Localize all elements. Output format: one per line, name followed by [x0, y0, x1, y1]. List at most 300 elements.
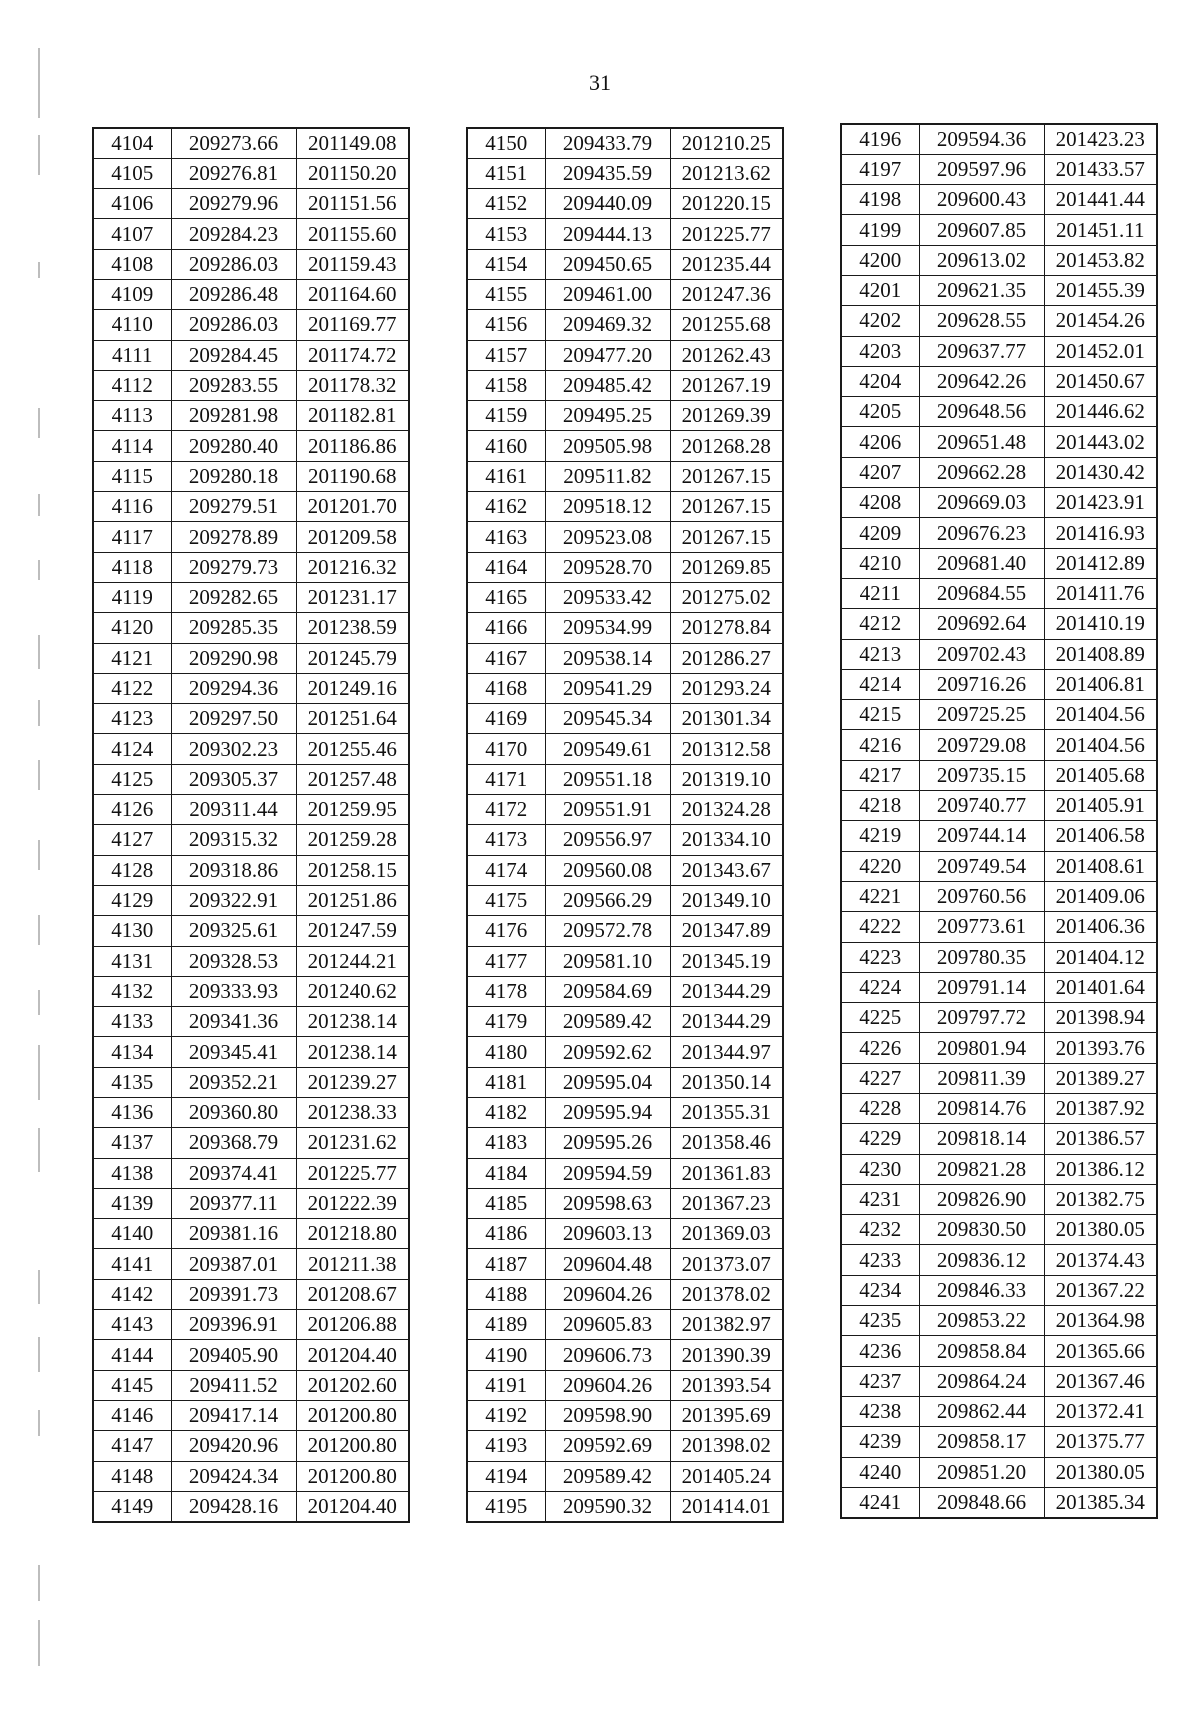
x-coordinate-cell: 209604.26 — [545, 1279, 670, 1309]
y-coordinate-cell: 201155.60 — [296, 219, 409, 249]
table-row — [841, 457, 1157, 487]
y-coordinate-cell: 201395.69 — [670, 1400, 783, 1430]
x-coordinate-cell: 209684.55 — [919, 578, 1044, 608]
table-row — [841, 1427, 1157, 1457]
x-coordinate-cell: 209282.65 — [171, 582, 296, 612]
point-number-cell: 4193 — [467, 1431, 545, 1461]
table-row — [467, 855, 783, 885]
table-row — [841, 972, 1157, 1002]
x-coordinate-cell: 209435.59 — [545, 158, 670, 188]
point-number-cell: 4121 — [93, 643, 171, 673]
table-row — [467, 673, 783, 703]
x-coordinate-cell: 209581.10 — [545, 946, 670, 976]
point-number-cell: 4215 — [841, 700, 919, 730]
margin-mark — [38, 1337, 40, 1372]
point-number-cell: 4154 — [467, 249, 545, 279]
y-coordinate-cell: 201344.29 — [670, 1007, 783, 1037]
point-number-cell: 4108 — [93, 249, 171, 279]
point-number-cell: 4202 — [841, 306, 919, 336]
y-coordinate-cell: 201405.24 — [670, 1461, 783, 1491]
x-coordinate-cell: 209584.69 — [545, 976, 670, 1006]
table-row — [467, 279, 783, 309]
table-row — [93, 522, 409, 552]
point-number-cell: 4167 — [467, 643, 545, 673]
point-number-cell: 4166 — [467, 613, 545, 643]
point-number-cell: 4237 — [841, 1366, 919, 1396]
table-row — [93, 1188, 409, 1218]
table-row — [841, 912, 1157, 942]
point-number-cell: 4105 — [93, 158, 171, 188]
y-coordinate-cell: 201211.38 — [296, 1249, 409, 1279]
table-row — [93, 1037, 409, 1067]
x-coordinate-cell: 209572.78 — [545, 916, 670, 946]
y-coordinate-cell: 201380.05 — [1044, 1215, 1157, 1245]
x-coordinate-cell: 209450.65 — [545, 249, 670, 279]
x-coordinate-cell: 209821.28 — [919, 1154, 1044, 1184]
table-row — [93, 613, 409, 643]
table-row — [467, 643, 783, 673]
point-number-cell: 4180 — [467, 1037, 545, 1067]
table-row — [841, 669, 1157, 699]
x-coordinate-cell: 209648.56 — [919, 397, 1044, 427]
y-coordinate-cell: 201385.34 — [1044, 1487, 1157, 1517]
table-row — [467, 340, 783, 370]
x-coordinate-cell: 209273.66 — [171, 128, 296, 158]
point-number-cell: 4147 — [93, 1431, 171, 1461]
point-number-cell: 4231 — [841, 1184, 919, 1214]
margin-mark — [38, 840, 40, 870]
x-coordinate-cell: 209444.13 — [545, 219, 670, 249]
table-row — [93, 1128, 409, 1158]
margin-mark — [38, 990, 40, 1015]
table-row — [93, 1400, 409, 1430]
y-coordinate-cell: 201433.57 — [1044, 154, 1157, 184]
table-row — [841, 548, 1157, 578]
table-row — [93, 916, 409, 946]
point-number-cell: 4174 — [467, 855, 545, 885]
point-number-cell: 4165 — [467, 582, 545, 612]
y-coordinate-cell: 201239.27 — [296, 1067, 409, 1097]
point-number-cell: 4161 — [467, 461, 545, 491]
table-row — [93, 885, 409, 915]
table-row — [467, 1431, 783, 1461]
table-row — [93, 795, 409, 825]
point-number-cell: 4218 — [841, 791, 919, 821]
point-number-cell: 4159 — [467, 401, 545, 431]
table-row — [93, 582, 409, 612]
y-coordinate-cell: 201404.56 — [1044, 730, 1157, 760]
table-row — [467, 310, 783, 340]
point-number-cell: 4233 — [841, 1245, 919, 1275]
x-coordinate-cell: 209607.85 — [919, 215, 1044, 245]
x-coordinate-cell: 209495.25 — [545, 401, 670, 431]
y-coordinate-cell: 201258.15 — [296, 855, 409, 885]
point-number-cell: 4235 — [841, 1306, 919, 1336]
x-coordinate-cell: 209594.36 — [919, 124, 1044, 154]
y-coordinate-cell: 201454.26 — [1044, 306, 1157, 336]
margin-mark — [38, 635, 40, 669]
table-row — [467, 885, 783, 915]
margin-mark — [38, 1270, 40, 1304]
x-coordinate-cell: 209846.33 — [919, 1275, 1044, 1305]
x-coordinate-cell: 209642.26 — [919, 366, 1044, 396]
y-coordinate-cell: 201369.03 — [670, 1219, 783, 1249]
table-row — [467, 1158, 783, 1188]
x-coordinate-cell: 209590.32 — [545, 1491, 670, 1521]
y-coordinate-cell: 201406.58 — [1044, 821, 1157, 851]
table-row — [93, 1461, 409, 1491]
point-number-cell: 4225 — [841, 1003, 919, 1033]
point-number-cell: 4124 — [93, 734, 171, 764]
y-coordinate-cell: 201257.48 — [296, 764, 409, 794]
point-number-cell: 4230 — [841, 1154, 919, 1184]
y-coordinate-cell: 201423.23 — [1044, 124, 1157, 154]
point-number-cell: 4125 — [93, 764, 171, 794]
table-row — [467, 158, 783, 188]
y-coordinate-cell: 201238.14 — [296, 1007, 409, 1037]
x-coordinate-cell: 209662.28 — [919, 457, 1044, 487]
table-row — [93, 673, 409, 703]
point-number-cell: 4185 — [467, 1188, 545, 1218]
table-row — [467, 552, 783, 582]
x-coordinate-cell: 209505.98 — [545, 431, 670, 461]
table-row — [841, 1033, 1157, 1063]
x-coordinate-cell: 209692.64 — [919, 609, 1044, 639]
table-row — [841, 851, 1157, 881]
x-coordinate-cell: 209315.32 — [171, 825, 296, 855]
x-coordinate-cell: 209511.82 — [545, 461, 670, 491]
y-coordinate-cell: 201278.84 — [670, 613, 783, 643]
table-row — [93, 1158, 409, 1188]
table-row — [841, 1063, 1157, 1093]
y-coordinate-cell: 201393.54 — [670, 1370, 783, 1400]
y-coordinate-cell: 201386.12 — [1044, 1154, 1157, 1184]
point-number-cell: 4206 — [841, 427, 919, 457]
point-number-cell: 4127 — [93, 825, 171, 855]
y-coordinate-cell: 201268.28 — [670, 431, 783, 461]
table-row — [841, 275, 1157, 305]
point-number-cell: 4178 — [467, 976, 545, 1006]
table-row — [841, 1245, 1157, 1275]
y-coordinate-cell: 201249.16 — [296, 673, 409, 703]
y-coordinate-cell: 201209.58 — [296, 522, 409, 552]
table-row — [93, 1340, 409, 1370]
y-coordinate-cell: 201151.56 — [296, 189, 409, 219]
y-coordinate-cell: 201345.19 — [670, 946, 783, 976]
x-coordinate-cell: 209341.36 — [171, 1007, 296, 1037]
table-row — [467, 825, 783, 855]
point-number-cell: 4217 — [841, 760, 919, 790]
table-row — [841, 1457, 1157, 1487]
x-coordinate-cell: 209279.51 — [171, 492, 296, 522]
y-coordinate-cell: 201411.76 — [1044, 578, 1157, 608]
margin-mark — [38, 915, 40, 945]
table-row — [467, 1340, 783, 1370]
point-number-cell: 4142 — [93, 1279, 171, 1309]
table-row — [93, 855, 409, 885]
point-number-cell: 4205 — [841, 397, 919, 427]
y-coordinate-cell: 201164.60 — [296, 279, 409, 309]
table-row — [93, 219, 409, 249]
point-number-cell: 4111 — [93, 340, 171, 370]
y-coordinate-cell: 201414.01 — [670, 1491, 783, 1521]
x-coordinate-cell: 209676.23 — [919, 518, 1044, 548]
x-coordinate-cell: 209760.56 — [919, 881, 1044, 911]
x-coordinate-cell: 209858.17 — [919, 1427, 1044, 1457]
point-number-cell: 4150 — [467, 128, 545, 158]
y-coordinate-cell: 201389.27 — [1044, 1063, 1157, 1093]
table-row — [93, 1431, 409, 1461]
table-row — [841, 1487, 1157, 1517]
y-coordinate-cell: 201255.46 — [296, 734, 409, 764]
y-coordinate-cell: 201231.62 — [296, 1128, 409, 1158]
point-number-cell: 4228 — [841, 1094, 919, 1124]
table-row — [93, 976, 409, 1006]
margin-mark — [38, 408, 40, 438]
y-coordinate-cell: 201375.77 — [1044, 1427, 1157, 1457]
point-number-cell: 4220 — [841, 851, 919, 881]
point-number-cell: 4163 — [467, 522, 545, 552]
point-number-cell: 4181 — [467, 1067, 545, 1097]
point-number-cell: 4189 — [467, 1310, 545, 1340]
x-coordinate-cell: 209556.97 — [545, 825, 670, 855]
y-coordinate-cell: 201247.36 — [670, 279, 783, 309]
table-row — [841, 1396, 1157, 1426]
y-coordinate-cell: 201347.89 — [670, 916, 783, 946]
y-coordinate-cell: 201406.81 — [1044, 669, 1157, 699]
x-coordinate-cell: 209405.90 — [171, 1340, 296, 1370]
x-coordinate-cell: 209345.41 — [171, 1037, 296, 1067]
x-coordinate-cell: 209333.93 — [171, 976, 296, 1006]
x-coordinate-cell: 209387.01 — [171, 1249, 296, 1279]
x-coordinate-cell: 209286.03 — [171, 310, 296, 340]
table-row — [841, 154, 1157, 184]
y-coordinate-cell: 201220.15 — [670, 189, 783, 219]
point-number-cell: 4173 — [467, 825, 545, 855]
x-coordinate-cell: 209396.91 — [171, 1310, 296, 1340]
x-coordinate-cell: 209597.96 — [919, 154, 1044, 184]
point-number-cell: 4139 — [93, 1188, 171, 1218]
point-number-cell: 4194 — [467, 1461, 545, 1491]
y-coordinate-cell: 201452.01 — [1044, 336, 1157, 366]
y-coordinate-cell: 201382.97 — [670, 1310, 783, 1340]
x-coordinate-cell: 209598.63 — [545, 1188, 670, 1218]
y-coordinate-cell: 201410.19 — [1044, 609, 1157, 639]
point-number-cell: 4107 — [93, 219, 171, 249]
y-coordinate-cell: 201210.25 — [670, 128, 783, 158]
y-coordinate-cell: 201404.12 — [1044, 942, 1157, 972]
point-number-cell: 4229 — [841, 1124, 919, 1154]
point-number-cell: 4106 — [93, 189, 171, 219]
x-coordinate-cell: 209551.91 — [545, 795, 670, 825]
y-coordinate-cell: 201238.59 — [296, 613, 409, 643]
point-number-cell: 4123 — [93, 704, 171, 734]
table-row — [93, 704, 409, 734]
point-number-cell: 4227 — [841, 1063, 919, 1093]
point-number-cell: 4126 — [93, 795, 171, 825]
coordinate-table-2 — [466, 127, 784, 1523]
x-coordinate-cell: 209280.18 — [171, 461, 296, 491]
point-number-cell: 4234 — [841, 1275, 919, 1305]
y-coordinate-cell: 201178.32 — [296, 370, 409, 400]
point-number-cell: 4168 — [467, 673, 545, 703]
table-row — [93, 401, 409, 431]
x-coordinate-cell: 209311.44 — [171, 795, 296, 825]
y-coordinate-cell: 201416.93 — [1044, 518, 1157, 548]
x-coordinate-cell: 209603.13 — [545, 1219, 670, 1249]
point-number-cell: 4172 — [467, 795, 545, 825]
margin-mark — [38, 1410, 40, 1436]
x-coordinate-cell: 209595.04 — [545, 1067, 670, 1097]
y-coordinate-cell: 201267.19 — [670, 370, 783, 400]
table-row — [93, 431, 409, 461]
table-row — [93, 1067, 409, 1097]
table-row — [93, 1098, 409, 1128]
table-row — [467, 1007, 783, 1037]
table-row — [841, 578, 1157, 608]
point-number-cell: 4226 — [841, 1033, 919, 1063]
x-coordinate-cell: 209286.03 — [171, 249, 296, 279]
x-coordinate-cell: 209598.90 — [545, 1400, 670, 1430]
x-coordinate-cell: 209801.94 — [919, 1033, 1044, 1063]
x-coordinate-cell: 209523.08 — [545, 522, 670, 552]
x-coordinate-cell: 209325.61 — [171, 916, 296, 946]
margin-mark — [38, 135, 40, 175]
y-coordinate-cell: 201190.68 — [296, 461, 409, 491]
y-coordinate-cell: 201267.15 — [670, 492, 783, 522]
y-coordinate-cell: 201169.77 — [296, 310, 409, 340]
point-number-cell: 4195 — [467, 1491, 545, 1521]
y-coordinate-cell: 201286.27 — [670, 643, 783, 673]
x-coordinate-cell: 209681.40 — [919, 548, 1044, 578]
x-coordinate-cell: 209305.37 — [171, 764, 296, 794]
point-number-cell: 4223 — [841, 942, 919, 972]
y-coordinate-cell: 201334.10 — [670, 825, 783, 855]
point-number-cell: 4216 — [841, 730, 919, 760]
y-coordinate-cell: 201455.39 — [1044, 275, 1157, 305]
point-number-cell: 4212 — [841, 609, 919, 639]
y-coordinate-cell: 201451.11 — [1044, 215, 1157, 245]
table-row — [467, 1067, 783, 1097]
table-row — [841, 488, 1157, 518]
table-row — [467, 1400, 783, 1430]
x-coordinate-cell: 209669.03 — [919, 488, 1044, 518]
point-number-cell: 4197 — [841, 154, 919, 184]
x-coordinate-cell: 209702.43 — [919, 639, 1044, 669]
y-coordinate-cell: 201344.97 — [670, 1037, 783, 1067]
point-number-cell: 4113 — [93, 401, 171, 431]
y-coordinate-cell: 201443.02 — [1044, 427, 1157, 457]
point-number-cell: 4176 — [467, 916, 545, 946]
y-coordinate-cell: 201301.34 — [670, 704, 783, 734]
point-number-cell: 4109 — [93, 279, 171, 309]
y-coordinate-cell: 201225.77 — [296, 1158, 409, 1188]
table-row — [841, 1003, 1157, 1033]
table-row — [841, 791, 1157, 821]
point-number-cell: 4171 — [467, 764, 545, 794]
table-row — [467, 795, 783, 825]
point-number-cell: 4214 — [841, 669, 919, 699]
x-coordinate-cell: 209780.35 — [919, 942, 1044, 972]
point-number-cell: 4222 — [841, 912, 919, 942]
y-coordinate-cell: 201225.77 — [670, 219, 783, 249]
x-coordinate-cell: 209297.50 — [171, 704, 296, 734]
y-coordinate-cell: 201408.89 — [1044, 639, 1157, 669]
point-number-cell: 4115 — [93, 461, 171, 491]
point-number-cell: 4204 — [841, 366, 919, 396]
point-number-cell: 4112 — [93, 370, 171, 400]
point-number-cell: 4131 — [93, 946, 171, 976]
y-coordinate-cell: 201159.43 — [296, 249, 409, 279]
table-row — [467, 249, 783, 279]
y-coordinate-cell: 201343.67 — [670, 855, 783, 885]
y-coordinate-cell: 201378.02 — [670, 1279, 783, 1309]
x-coordinate-cell: 209716.26 — [919, 669, 1044, 699]
y-coordinate-cell: 201200.80 — [296, 1461, 409, 1491]
point-number-cell: 4208 — [841, 488, 919, 518]
y-coordinate-cell: 201262.43 — [670, 340, 783, 370]
y-coordinate-cell: 201324.28 — [670, 795, 783, 825]
x-coordinate-cell: 209541.29 — [545, 673, 670, 703]
table-row — [93, 249, 409, 279]
table-row — [93, 279, 409, 309]
y-coordinate-cell: 201269.39 — [670, 401, 783, 431]
point-number-cell: 4141 — [93, 1249, 171, 1279]
table-row — [841, 1366, 1157, 1396]
x-coordinate-cell: 209281.98 — [171, 401, 296, 431]
table-row — [467, 431, 783, 461]
table-row — [467, 189, 783, 219]
point-number-cell: 4238 — [841, 1396, 919, 1426]
x-coordinate-cell: 209729.08 — [919, 730, 1044, 760]
y-coordinate-cell: 201206.88 — [296, 1310, 409, 1340]
point-number-cell: 4149 — [93, 1491, 171, 1521]
x-coordinate-cell: 209818.14 — [919, 1124, 1044, 1154]
y-coordinate-cell: 201208.67 — [296, 1279, 409, 1309]
x-coordinate-cell: 209538.14 — [545, 643, 670, 673]
table-row — [841, 881, 1157, 911]
y-coordinate-cell: 201405.91 — [1044, 791, 1157, 821]
point-number-cell: 4148 — [93, 1461, 171, 1491]
x-coordinate-cell: 209589.42 — [545, 1007, 670, 1037]
table-row — [467, 1491, 783, 1521]
x-coordinate-cell: 209284.45 — [171, 340, 296, 370]
y-coordinate-cell: 201367.23 — [670, 1188, 783, 1218]
margin-mark — [38, 494, 40, 516]
point-number-cell: 4210 — [841, 548, 919, 578]
table-row — [841, 397, 1157, 427]
x-coordinate-cell: 209628.55 — [919, 306, 1044, 336]
point-number-cell: 4175 — [467, 885, 545, 915]
x-coordinate-cell: 209328.53 — [171, 946, 296, 976]
point-number-cell: 4207 — [841, 457, 919, 487]
x-coordinate-cell: 209545.34 — [545, 704, 670, 734]
y-coordinate-cell: 201350.14 — [670, 1067, 783, 1097]
table-row — [93, 552, 409, 582]
y-coordinate-cell: 201182.81 — [296, 401, 409, 431]
y-coordinate-cell: 201374.43 — [1044, 1245, 1157, 1275]
x-coordinate-cell: 209826.90 — [919, 1184, 1044, 1214]
x-coordinate-cell: 209279.96 — [171, 189, 296, 219]
x-coordinate-cell: 209549.61 — [545, 734, 670, 764]
x-coordinate-cell: 209278.89 — [171, 522, 296, 552]
x-coordinate-cell: 209374.41 — [171, 1158, 296, 1188]
x-coordinate-cell: 209566.29 — [545, 885, 670, 915]
point-number-cell: 4198 — [841, 185, 919, 215]
table-row — [841, 1184, 1157, 1214]
x-coordinate-cell: 209811.39 — [919, 1063, 1044, 1093]
table-row — [841, 1336, 1157, 1366]
